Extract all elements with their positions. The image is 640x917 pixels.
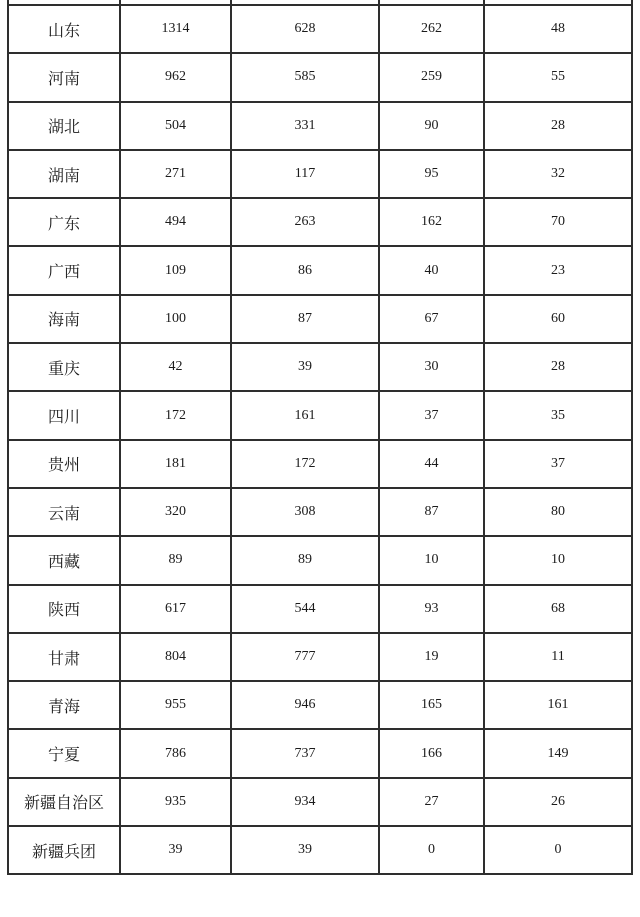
value-cell: 100 — [120, 295, 231, 343]
value-cell: 89 — [231, 536, 379, 584]
value-cell: 86 — [231, 246, 379, 294]
value-cell: 777 — [231, 633, 379, 681]
province-cell: 四川 — [8, 391, 120, 439]
table-row — [8, 681, 632, 729]
value-cell: 44 — [379, 440, 484, 488]
value-cell: 87 — [231, 295, 379, 343]
value-cell: 172 — [120, 391, 231, 439]
value-cell: 0 — [379, 826, 484, 874]
value-cell: 149 — [484, 729, 632, 777]
province-cell: 宁夏 — [8, 729, 120, 777]
value-cell: 259 — [379, 53, 484, 101]
value-cell: 55 — [484, 53, 632, 101]
value-cell: 109 — [120, 246, 231, 294]
value-cell: 80 — [484, 488, 632, 536]
value-cell: 35 — [484, 391, 632, 439]
value-cell: 42 — [120, 343, 231, 391]
province-cell: 广西 — [8, 246, 120, 294]
province-cell: 海南 — [8, 295, 120, 343]
province-cell: 甘肃 — [8, 633, 120, 681]
value-cell: 544 — [231, 585, 379, 633]
value-cell: 166 — [379, 729, 484, 777]
value-cell: 87 — [379, 488, 484, 536]
value-cell: 494 — [120, 198, 231, 246]
province-cell: 西藏 — [8, 536, 120, 584]
value-cell: 320 — [120, 488, 231, 536]
province-statistics-table — [7, 0, 633, 875]
table-row — [8, 295, 632, 343]
table-row — [8, 633, 632, 681]
value-cell: 40 — [379, 246, 484, 294]
province-cell: 河南 — [8, 53, 120, 101]
table-container — [7, 0, 631, 875]
value-cell: 161 — [231, 391, 379, 439]
value-cell: 172 — [231, 440, 379, 488]
value-cell: 39 — [231, 343, 379, 391]
table-row — [8, 150, 632, 198]
value-cell: 30 — [379, 343, 484, 391]
value-cell: 585 — [231, 53, 379, 101]
value-cell: 10 — [484, 536, 632, 584]
province-cell: 湖南 — [8, 150, 120, 198]
table-row — [8, 488, 632, 536]
table-row — [8, 536, 632, 584]
value-cell: 95 — [379, 150, 484, 198]
value-cell: 0 — [484, 826, 632, 874]
value-cell: 67 — [379, 295, 484, 343]
value-cell: 37 — [379, 391, 484, 439]
value-cell: 23 — [484, 246, 632, 294]
table-row — [8, 778, 632, 826]
table-row — [8, 343, 632, 391]
value-cell: 934 — [231, 778, 379, 826]
table-row — [8, 729, 632, 777]
value-cell: 60 — [484, 295, 632, 343]
table-row — [8, 102, 632, 150]
value-cell: 93 — [379, 585, 484, 633]
province-cell: 重庆 — [8, 343, 120, 391]
value-cell: 331 — [231, 102, 379, 150]
value-cell: 271 — [120, 150, 231, 198]
value-cell: 504 — [120, 102, 231, 150]
value-cell: 19 — [379, 633, 484, 681]
province-cell: 湖北 — [8, 102, 120, 150]
value-cell: 28 — [484, 343, 632, 391]
value-cell: 10 — [379, 536, 484, 584]
value-cell: 90 — [379, 102, 484, 150]
value-cell: 737 — [231, 729, 379, 777]
province-cell: 云南 — [8, 488, 120, 536]
province-cell: 新疆兵团 — [8, 826, 120, 874]
value-cell: 263 — [231, 198, 379, 246]
value-cell: 804 — [120, 633, 231, 681]
value-cell: 11 — [484, 633, 632, 681]
value-cell: 617 — [120, 585, 231, 633]
province-cell: 青海 — [8, 681, 120, 729]
value-cell: 161 — [484, 681, 632, 729]
province-cell: 山东 — [8, 5, 120, 53]
table-row — [8, 5, 632, 53]
value-cell: 946 — [231, 681, 379, 729]
province-cell: 贵州 — [8, 440, 120, 488]
value-cell: 27 — [379, 778, 484, 826]
table-row — [8, 198, 632, 246]
table-row — [8, 585, 632, 633]
value-cell: 48 — [484, 5, 632, 53]
value-cell: 935 — [120, 778, 231, 826]
value-cell: 308 — [231, 488, 379, 536]
value-cell: 181 — [120, 440, 231, 488]
value-cell: 26 — [484, 778, 632, 826]
value-cell: 39 — [231, 826, 379, 874]
value-cell: 955 — [120, 681, 231, 729]
value-cell: 37 — [484, 440, 632, 488]
value-cell: 39 — [120, 826, 231, 874]
value-cell: 32 — [484, 150, 632, 198]
value-cell: 628 — [231, 5, 379, 53]
value-cell: 89 — [120, 536, 231, 584]
value-cell: 165 — [379, 681, 484, 729]
table-row — [8, 246, 632, 294]
value-cell: 117 — [231, 150, 379, 198]
value-cell: 1314 — [120, 5, 231, 53]
value-cell: 786 — [120, 729, 231, 777]
table-row — [8, 53, 632, 101]
value-cell: 28 — [484, 102, 632, 150]
value-cell: 68 — [484, 585, 632, 633]
table-body — [8, 0, 632, 874]
table-row — [8, 391, 632, 439]
table-row — [8, 440, 632, 488]
value-cell: 962 — [120, 53, 231, 101]
province-cell: 广东 — [8, 198, 120, 246]
value-cell: 70 — [484, 198, 632, 246]
province-cell: 新疆自治区 — [8, 778, 120, 826]
value-cell: 162 — [379, 198, 484, 246]
province-cell: 陕西 — [8, 585, 120, 633]
value-cell: 262 — [379, 5, 484, 53]
table-row — [8, 826, 632, 874]
